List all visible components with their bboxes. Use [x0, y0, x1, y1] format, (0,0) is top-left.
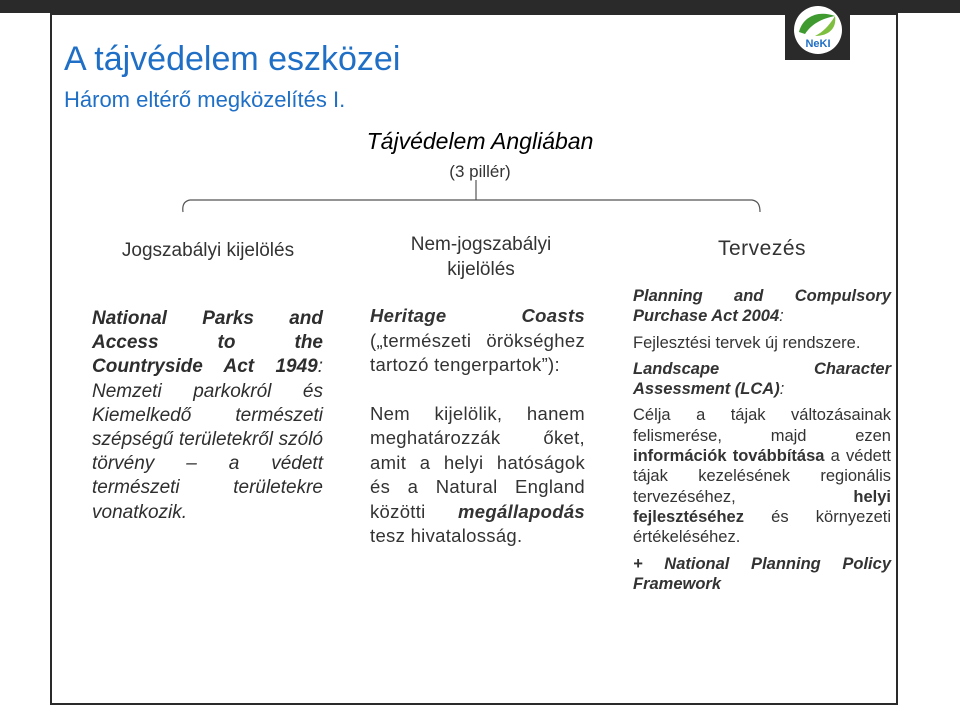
- diagram-heading: Tájvédelem Angliában: [366, 128, 594, 154]
- lca-name: Landscape Character Assessment (LCA): [633, 359, 891, 399]
- agreement-keyword: megállapodás: [458, 500, 585, 522]
- legal-paragraph: [92, 307, 323, 525]
- page-subtitle: Három eltérő megközelítés I.: [64, 87, 346, 112]
- heritage-coasts-description: („természeti örökséghez tartozó tengerpartok”):: [370, 329, 585, 375]
- diagram-subheading: (3 pillér): [449, 162, 511, 181]
- pillar-bracket: [0, 0, 960, 230]
- nppf-name: + National Planning Policy Framework: [633, 554, 891, 593]
- lca-keyword-information: információk továbbítása: [633, 447, 825, 466]
- act-1949-colon: :: [317, 356, 323, 378]
- heritage-coasts-name: Heritage Coasts: [370, 305, 585, 326]
- agreement-text-a: Nem kijelölik, hanem meghatározzák őket, amit a helyi hatóságok és a Natural England közötti: [370, 402, 585, 522]
- column-title-nonlegal: [366, 232, 596, 282]
- column-body-planning: [633, 286, 891, 594]
- lca-purpose-a: Célja a tájak változásainak felismerése, majd ezen: [633, 406, 891, 445]
- agreement-paragraph: [370, 402, 585, 549]
- lca-purpose-b: a védett tájak kezelésének regionális tervezéséhez,: [633, 447, 891, 506]
- lca-colon: :: [779, 380, 785, 399]
- page-title: A tájvédelem eszközei: [64, 40, 401, 78]
- act-2004-colon: :: [779, 307, 784, 326]
- development-plans-paragraph: Fejlesztési tervek új rendszere.: [633, 333, 861, 352]
- act-1949-name: National Parks and Access to the Countryside Act 1949: [92, 308, 323, 378]
- act-2004-paragraph: [633, 286, 891, 327]
- lca-purpose-c: és környezeti értékeléséhez.: [633, 507, 891, 547]
- logo-text: NeKI: [805, 38, 831, 50]
- column-title-nonlegal-line2: kijelölés: [447, 259, 515, 280]
- column-body-nonlegal: [370, 304, 585, 549]
- column-body-legal: [92, 307, 323, 525]
- heritage-paragraph: [370, 304, 585, 378]
- act-1949-description: Nemzeti parkokról és Kiemelkedő természeti szépségű területekről szóló törvény – a védett természeti területekre vonatkozik.: [92, 380, 323, 523]
- column-title-planning: Tervezés: [717, 237, 807, 260]
- act-2004-name: Planning and Compulsory Purchase Act 2004: [633, 287, 891, 326]
- lca-purpose-paragraph: [633, 405, 891, 547]
- lca-keyword-local: helyi fejlesztéséhez: [633, 487, 891, 526]
- lca-paragraph: [633, 359, 891, 400]
- agreement-text-b: tesz hivatalosság.: [370, 525, 523, 546]
- column-title-nonlegal-line1: Nem-jogszabályi: [410, 234, 552, 255]
- column-title-legal: Jogszabályi kijelölés: [121, 240, 295, 261]
- nppf-paragraph: [633, 554, 891, 595]
